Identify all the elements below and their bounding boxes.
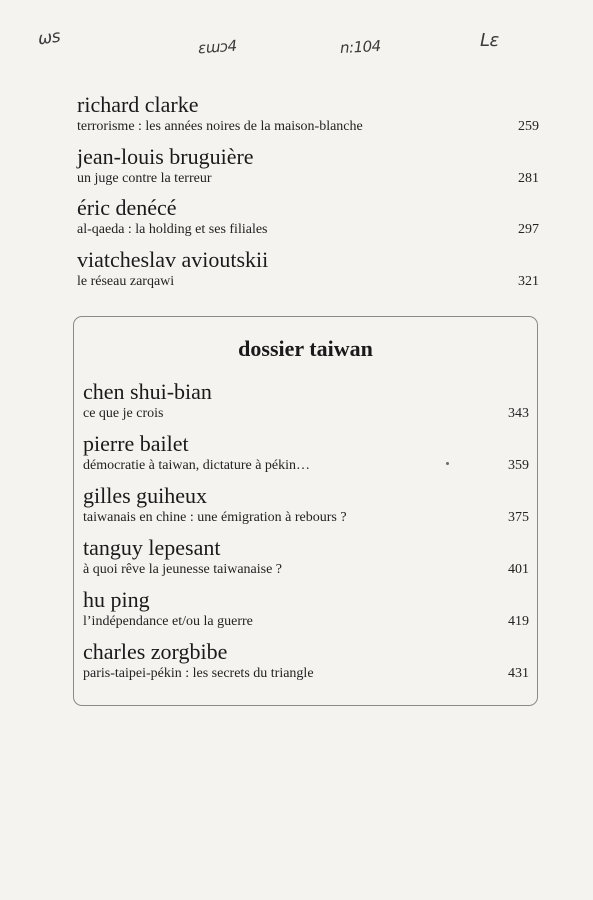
table-of-contents [77,92,539,299]
dossier-title: dossier taiwan [238,336,373,361]
dossier-article-title: démocratie à taiwan, dictature à pékin… [83,458,311,473]
toc-title: al-qaeda : la holding et ses filiales [77,222,268,237]
toc-entry [77,92,539,135]
handwritten-year: ɛɯɔ4 [197,36,238,58]
dossier-page-number: 419 [508,614,529,629]
handwritten-annotations [0,0,593,70]
toc-entry [77,195,539,238]
toc-author: jean-louis bruguière [77,144,254,169]
dossier-article-title: paris-taipei-pékin : les secrets du triangle [83,666,314,681]
dossier-page-number: 375 [508,510,529,525]
dossier-row [83,561,529,578]
handwritten-left-mark: ωs [36,26,62,50]
dossier-page-number: 431 [508,666,529,681]
toc-entry [77,247,539,290]
scan-speck [446,462,449,465]
dossier-article-title: ce que je crois [83,406,164,421]
dossier-entries [83,379,529,691]
dossier-row [83,405,529,422]
toc-author: viatcheslav avioutskii [77,247,269,272]
dossier-entry [83,587,529,630]
dossier-row [83,509,529,526]
dossier-article-title: l’indépendance et/ou la guerre [83,614,253,629]
dossier-entry [83,639,529,682]
dossier-row [83,665,529,682]
dossier-author: pierre bailet [83,431,189,456]
dossier-author: hu ping [83,587,150,612]
toc-page-number: 281 [518,171,539,186]
dossier-entry [83,535,529,578]
dossier-author: gilles guiheux [83,483,208,508]
toc-row [77,118,539,135]
toc-page-number: 259 [518,119,539,134]
toc-row [77,170,539,187]
dossier-author: chen shui-bian [83,379,212,404]
dossier-article-title: à quoi rêve la jeunesse taiwanaise ? [83,562,283,577]
dossier-page-number: 343 [508,406,529,421]
dossier-row [83,613,529,630]
dossier-box [73,316,538,706]
toc-title: terrorisme : les années noires de la maison-blanche [77,119,363,134]
toc-entry [77,144,539,187]
dossier-author: tanguy lepesant [83,535,221,560]
toc-page-number: 297 [518,222,539,237]
dossier-page-number: 359 [508,458,529,473]
toc-row [77,273,539,290]
toc-row [77,221,539,238]
dossier-entry [83,483,529,526]
toc-page-number: 321 [518,274,539,289]
dossier-author: charles zorgbibe [83,639,228,664]
handwritten-issue-number: n:104 [339,36,382,58]
toc-title: un juge contre la terreur [77,171,212,186]
toc-author: éric denécé [77,195,177,220]
dossier-page-number: 401 [508,562,529,577]
toc-author: richard clarke [77,92,199,117]
dossier-entry [83,431,529,474]
toc-title: le réseau zarqawi [77,274,175,289]
dossier-entry [83,379,529,422]
handwritten-corner-mark: Lɛ [480,30,499,51]
dossier-row [83,457,529,474]
dossier-article-title: taiwanais en chine : une émigration à rebours ? [83,510,347,525]
